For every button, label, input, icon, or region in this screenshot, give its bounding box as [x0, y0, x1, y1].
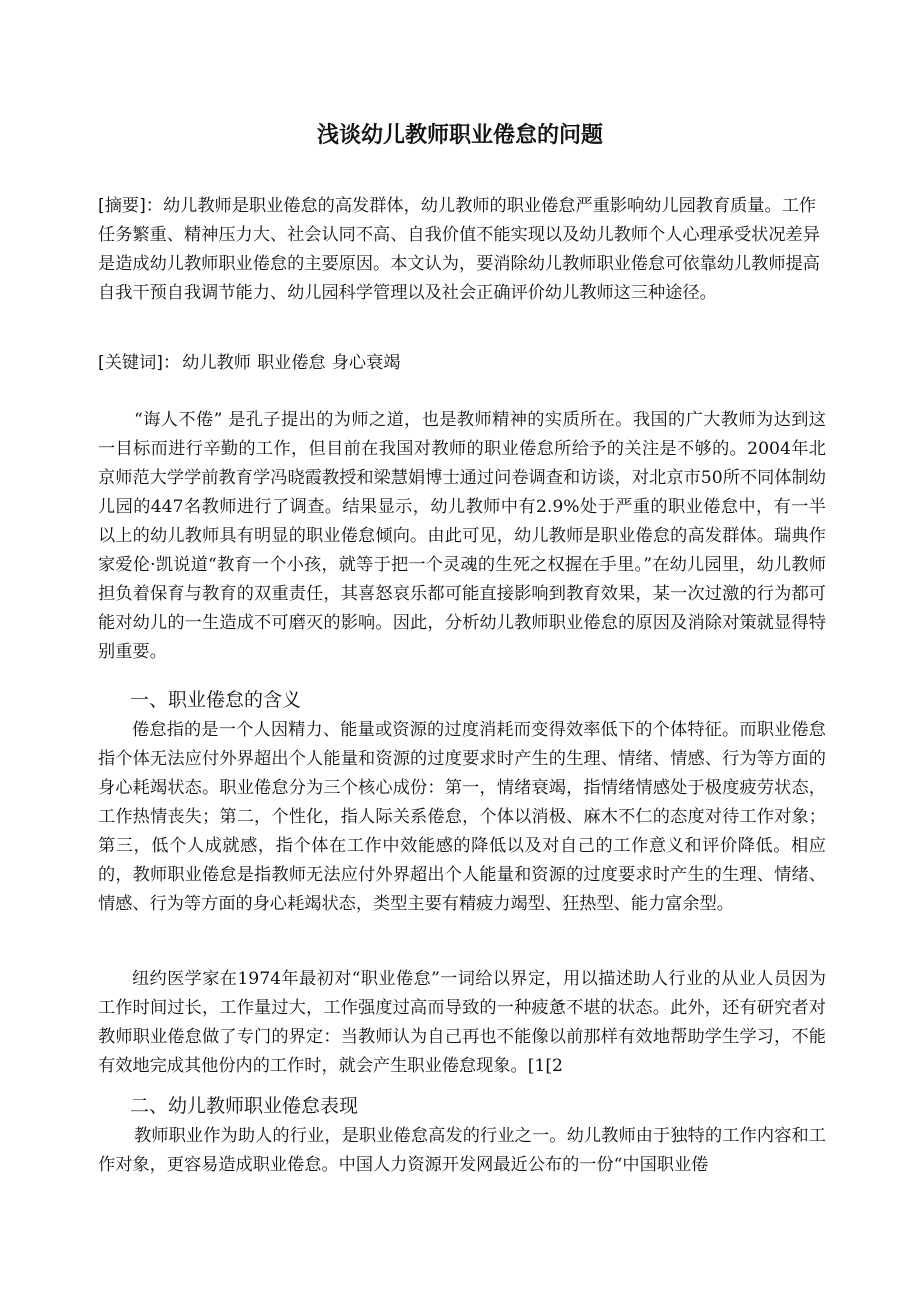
keyword-item: 幼儿教师 [182, 353, 251, 373]
keywords-line [98, 349, 828, 378]
section2-paragraph-1: 教师职业作为助人的行业，是职业倦怠高发的行业之一。幼儿教师由于独特的工作内容和工作对象，更容易造成职业倦怠。中国人力资源开发网最近公布的一份“中国职业倦 [98, 1126, 826, 1175]
abstract-paragraph: [摘要]：幼儿教师是职业倦怠的高发群体，幼儿教师的职业倦怠严重影响幼儿园教育质量。工作任务繁重、精神压力大、社会认同不高、自我价值不能实现以及幼儿教师个人心理承受状况差异是造成幼儿教师职业倦怠的主要原因。本文认为，要消除幼儿教师职业倦怠可依靠幼儿教师提高自我干预自我调节能力、幼儿园科学管理以及社会正确评价幼儿教师这三种途径。 [98, 196, 820, 303]
document-title: 浅谈幼儿教师职业倦怠的问题 [316, 123, 603, 148]
section-heading-manifestation: 二、幼儿教师职业倦怠表现 [130, 1095, 359, 1117]
keyword-item: 身心衰竭 [331, 353, 401, 373]
section1-paragraph-1: 倦怠指的是一个人因精力、能量或资源的过度消耗而变得效率低下的个体特征。而职业倦怠指个体无法应付外界超出个人能量和资源的过度要求时产生的生理、情绪、情感、行为等方面的身心耗竭状态。职业倦怠分为三个核心成份：第一，情绪衰竭，指情绪情感处于极度疲劳状态，工作热情丧失；第二，个性化，指人际关系倦怠，个体以消极、麻木不仁的态度对待工作对象；第三，低个人成就感，指个体在工作中效能感的降低以及对自己的工作意义和评价降低。相应的，教师职业倦怠是指教师无法应付外界超出个人能量和资源的过度要求时产生的生理、情绪、情感、行为等方面的身心耗竭状态，类型主要有精疲力竭型、狂热型、能力富余型。 [98, 720, 826, 914]
section1-paragraph-2: 纽约医学家在1974年最初对“职业倦怠”一词给以界定，用以描述助人行业的从业人员因为工作时间过长，工作量过大，工作强度过高而导致的一种疲惫不堪的状态。此外，还有研究者对教师职业倦怠做了专门的界定：当教师认为自己再也不能像以前那样有效地帮助学生学习，不能有效地完成其他份内的工作时，就会产生职业倦怠现象。[1[2 [98, 969, 826, 1076]
keywords-label: [关键词]： [98, 353, 181, 373]
keyword-item: 职业倦怠 [256, 353, 326, 373]
intro-paragraph: “诲人不倦” 是孔子提出的为师之道，也是教师精神的实质所在。我国的广大教师为达到这一目标而进行辛勤的工作，但目前在我国对教师的职业倦怠所给予的关注是不够的。2004年北京师范大学学前教育学冯晓霞教授和梁慧娟博士通过问卷调查和访谈，对北京市50所不同体制幼儿园的447名教师进行了调查。结果显示，幼儿教师中有2.9%处于严重的职业倦怠中，有一半以上的幼儿教师具有明显的职业倦怠倾向。由此可见，幼儿教师是职业倦怠的高发群体。瑞典作家爱伦·凯说道“教育一个小孩，就等于把一个灵魂的生死之权握在手里。”在幼儿园里，幼儿教师担负着保育与教育的双重责任，其喜怒哀乐都可能直接影响到教育效果，某一次过激的行为都可能对幼儿的一生造成不可磨灭的影响。因此，分析幼儿教师职业倦怠的原因及消除对策就显得特别重要。 [98, 410, 826, 662]
section-heading-meaning: 一、职业倦怠的含义 [130, 689, 302, 711]
